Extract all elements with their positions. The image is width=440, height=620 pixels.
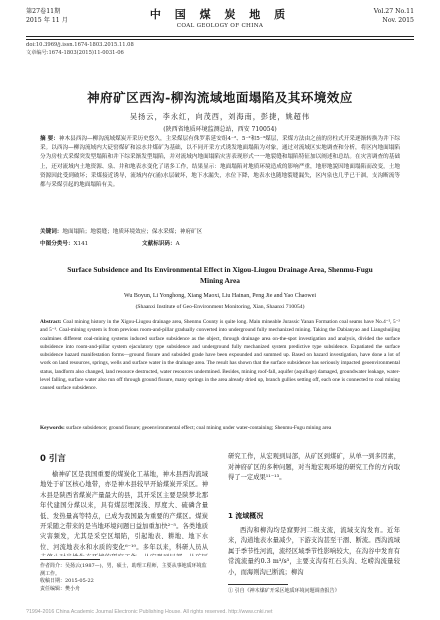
- authors-cn: 吴扬云，李永红，向茂西，刘海南，彭捷，姚超伟: [129, 112, 311, 121]
- affiliation-cn: (陕西省地质环境监测总站，西安 710054): [163, 126, 277, 133]
- abstract-en-text: Coal mining history in the Xigou-Liugou drainage area, Shenmu County is quite long. Main mineable Jurassic Yanan Formation coal seams have No.4⁻², 5⁻² and 5⁻³. Coal-mining system is from previous room-and-pillar gradually converted into underground fully mechanized mining. Taking the Dabianyao and Liangshuijing coalmines different coal-mining systems induced surface subsidence as the object, through drainage area on-the-spot investigation and analysis, divided the surface subsidence into room-and-pillar system ejaculatory type subsidence and underground fully mechanized system predictive type subsidence. Expatiated the surface subsidence hazard manifestation forms—ground fissure and subsided grade have been expounded and summed up. Based on hazard investigation, have done a lot of work on land resources, springs, wells and surface water in the drainage area. The result has shown that the surface subsidence has seriously impacted geoenvironmental status, landform also changed, land resource destructed, water resources undermined. Besides, mining roof-fall, aquifer (aquifuge) damaged, groundwater leakage, water-level falling, surface water also run off through ground fissure, many springs in the area already dried up, branch gullies setting off, each one is connected to coal mining caused surface subsidence.: [40, 319, 400, 392]
- header-rule-thin: [26, 39, 414, 40]
- doc-code-value: A: [175, 241, 180, 247]
- abstract-cn: [40, 135, 400, 190]
- journal-name-en: COAL GEOLOGY OF CHINA: [176, 23, 264, 29]
- header-date-cn: 2015 年 11 月: [26, 17, 68, 24]
- copyright-footer: ?1994-2016 China Academic Journal Electronic Publishing House. All rights reserved. http://www.cnki.net: [26, 609, 273, 615]
- keywords-cn: [40, 228, 400, 237]
- keywords-cn-label: 关键词：: [40, 229, 63, 235]
- keywords-en-label: Keywords:: [40, 425, 65, 431]
- classification-row: [40, 240, 400, 249]
- doi-block: [26, 42, 134, 57]
- header-date-en: Nov. 2015: [382, 17, 414, 24]
- doc-code-label: 文献标识码：: [142, 241, 176, 247]
- keywords-en-text: surface subsidence; ground fissure; geoenvironmental effect; coal mining under water-containing; Shenmu-Fugu mining area: [66, 425, 332, 431]
- section-heading-overview: 1 流域概况: [228, 512, 264, 520]
- section-heading-introduction: 0 引言: [40, 454, 66, 464]
- doc-code-block: [142, 241, 180, 247]
- clc-block: [40, 241, 88, 247]
- header-volume-en: Vol.27 No.11: [373, 8, 414, 15]
- abstract-en: [40, 318, 400, 393]
- clc-value: X141: [73, 241, 89, 247]
- abstract-cn-text: 神木县西沟—柳沟流域煤炭开采历史悠久，主采煤层有侏罗系延安组4⁻²、5⁻²和5⁻³煤层，采煤方法由之前的房柱式开采逐渐转换为井下综采。以西沟—柳沟流域内大砭窑煤矿和凉水井煤矿为基础，以不同开采方式诱发地面塌陷为对象，通过对流域区实地调查和分析，将区内地面塌陷分为房柱式采煤突发型塌陷和井下综采渐发型塌陷，并对流域内地面塌陷灾害表现形式一一地裂缝和塌陷特征加以阐述和总结。在灾害调查的基础上，还对流域内土地资源、泉、井和地表水变化了诸多工作，结果显示：地面塌陷对地质环境造成的影响严重，地形地貌因地面塌陷而改变，土地资源因此受到破坏；采煤接近诱导，流域内存(涌)水层破坏，地下水漏失，水位下降，地表水也随地裂缝漏失，区内泉也几乎已干涸，支沟断流等都与采煤引起的地面塌陷有关。: [40, 136, 400, 189]
- journal-name-cn: 中 国 煤 炭 地 质: [149, 8, 291, 21]
- footnote-rule: [40, 559, 100, 560]
- introduction-continued-text: 研究工作，从宏观到局部，从矿区到煤矿，从单一到多因素，对神府矿区的多种问题，对当地宏观环境的研究工作的方向取得了一定成果¹¹⁻¹³。: [228, 453, 400, 482]
- article-number: 文章编号:1674-1803(2015)11-0031-06: [26, 49, 124, 56]
- keywords-en: [40, 424, 400, 432]
- doi-line: doi:10.3969/j.issn.1674-1803.2015.11.08: [26, 42, 134, 48]
- header-volume-cn: 第27卷11期: [26, 8, 61, 15]
- footnote-received: 收稿日期：2015-05-22: [40, 578, 94, 585]
- footnote-rule-right: [228, 584, 288, 585]
- header-rule-thick: [26, 36, 414, 37]
- abstract-en-label: Abstract:: [40, 319, 62, 325]
- body-column-right: [228, 452, 400, 596]
- introduction-paragraph: 榆神矿区是我国重要的煤炭化工基地，神木县西沟流域地处于矿区核心地带，亦是神木县较早开始煤炭开采区。神木县是陕西省煤炭产量最大的县，其开采区主要是陕梦北那年代建国分煤以来，具有煤层埋深浅、厚度大、硫磷含量低、发热量高等特点，已成为我国最为重要的产煤区。煤炭开采随之带来的是当地环境问题日益加重加快²⁻⁵。各类地质灾害频发，尤其是采空区塌陷，引起地表、耕地、地下水位、河流地表水和水质的变化⁶⁻¹⁰。多年以来，科研人员从: [40, 471, 208, 551]
- body-column-left: [40, 452, 208, 593]
- authors-en: Wu Boyun, Li Yonghong, Xiang Maoxi, Liu Hainan, Peng Jie and Yao Chaowei: [123, 293, 317, 299]
- title-en: Surface Subsidence and Its Environmental Effect in Xigou-Liugou Drainage Area, Shenmu-Fugu Mining Area: [67, 265, 373, 285]
- footnote-author: 作者简介：吴扬云(1987—)，男，硕士，助理工程师，主要从事地质环境监测工作。: [40, 563, 207, 577]
- affiliation-en: (Shaanxi Institute of Geo-Environment Monitoring, Xian, Shaanxi 710054): [135, 304, 305, 310]
- running-header: [26, 5, 414, 35]
- header-center: [26, 6, 414, 29]
- clc-label: 中图分类号：: [40, 241, 74, 247]
- keywords-cn-text: 地面塌陷；地裂缝；地质环境效应；保水采煤；神府矿区: [62, 229, 203, 235]
- abstract-cn-label: 摘 要：: [40, 136, 59, 142]
- footnote-report: ① 引自《神木煤矿开采区地质环境问题调查报告》: [228, 588, 340, 594]
- footnote-editor: 责任编辑：樊小舟: [40, 585, 81, 592]
- overview-paragraph: 西沟和柳沟均是窟野河二级支流，流域支沟发育。近年来，沟道地表水量减少，下游支沟甚至干涸、断流。西沟流域属于季节性河流，流经区域季节性影响较大，在沟谷中发育有常流流量约0.3 m³/s³，主要支沟有红石头沟、圪崂沟流量较小，而海则沟已断流；柳沟: [228, 527, 400, 576]
- title-cn: 神府矿区西沟-柳沟流域地面塌陷及其环境效应: [87, 90, 353, 105]
- header-right: [374, 7, 414, 25]
- introduction-continued: [228, 452, 400, 504]
